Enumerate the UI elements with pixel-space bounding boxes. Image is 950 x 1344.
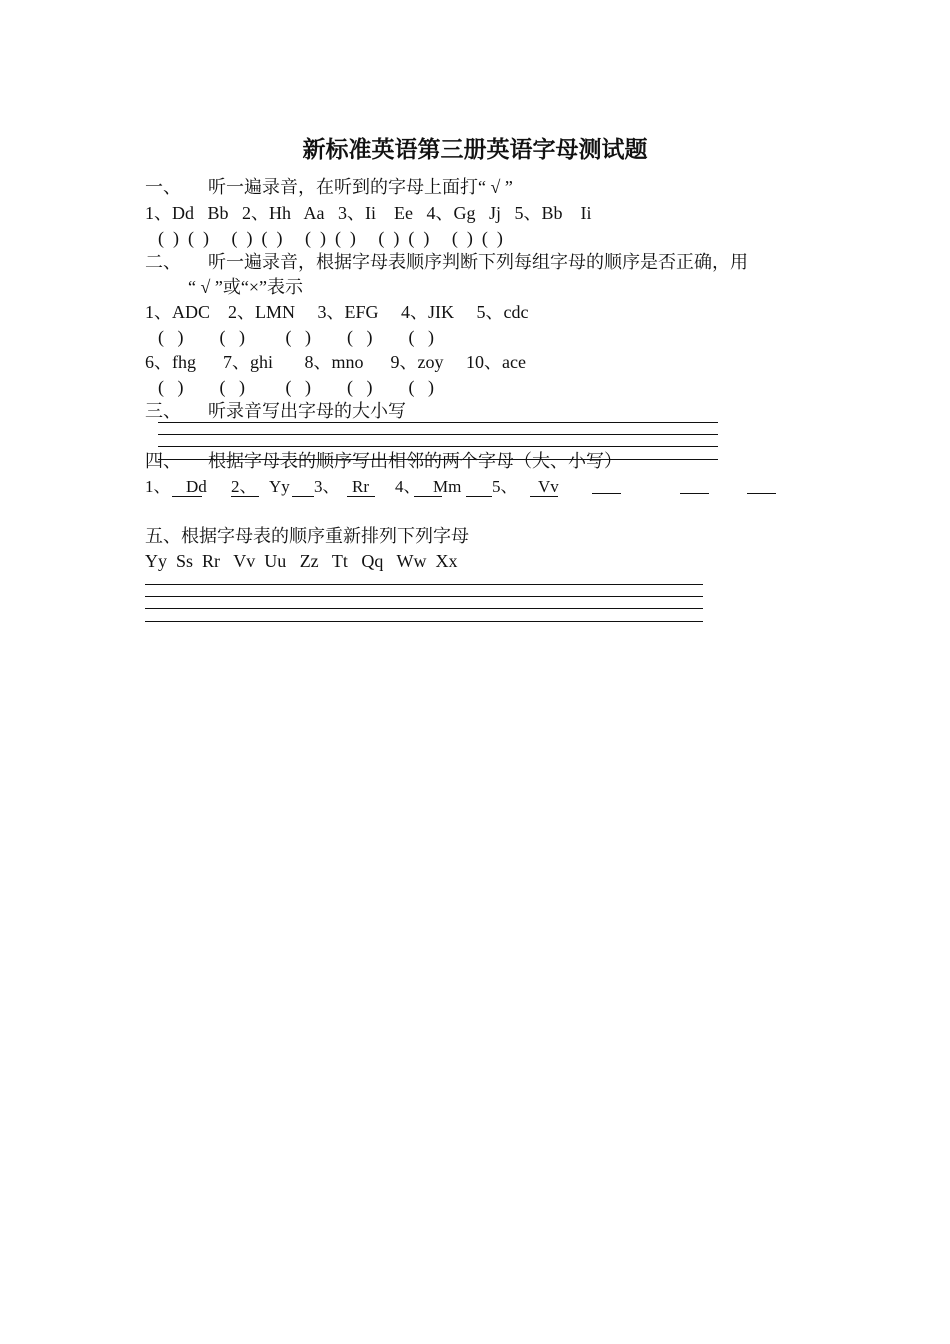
section-2-brackets-1: ( ) ( ) ( ) ( ) ( ) (158, 327, 434, 347)
answer-blank (172, 496, 202, 497)
answer-blank (466, 496, 492, 497)
writing-line (145, 608, 703, 609)
answer-blank (292, 496, 314, 497)
section-2-row-1: 1、ADC 2、LMN 3、EFG 4、JIK 5、cdc (145, 302, 529, 322)
section-1-items: 1、Dd Bb 2、Hh Aa 3、Ii Ee 4、Gg Jj 5、Bb Ii (145, 203, 592, 223)
section-3-heading: 三、 听录音写出字母的大小写 (145, 401, 406, 421)
item-number: 2、 (231, 477, 257, 496)
answer-blank (347, 496, 375, 497)
answer-rr: Rr (352, 477, 369, 496)
section-2-heading-cont: “ √ ”或“×”表示 (188, 277, 303, 297)
writing-line (158, 422, 718, 423)
section-1-brackets: ( ) ( ) ( ) ( ) ( ) ( ) ( ) ( ) ( ) ( ) (158, 228, 503, 248)
section-4-heading: 四、 根据字母表的顺序写出相邻的两个字母（大、小写） (145, 451, 622, 471)
section-1-heading: 一、 听一遍录音，在听到的字母上面打“ √ ” (145, 177, 513, 197)
section-2-heading: 二、 听一遍录音，根据字母表顺序判断下列每组字母的顺序是否正确，用 (145, 252, 748, 272)
answer-yy: Yy (269, 477, 290, 496)
answer-blank (592, 493, 621, 494)
answer-blank (530, 496, 558, 497)
item-number: 1、 (145, 477, 171, 496)
section-2-brackets-2: ( ) ( ) ( ) ( ) ( ) (158, 377, 434, 397)
writing-line (145, 621, 703, 622)
answer-vv: Vv (538, 477, 559, 496)
item-number: 5、 (492, 477, 518, 496)
section-2-row-2: 6、fhg 7、ghi 8、mno 9、zoy 10、ace (145, 352, 526, 372)
answer-mm: Mm (433, 477, 462, 496)
section-5-letters: Yy Ss Rr Vv Uu Zz Tt Qq Ww Xx (145, 551, 458, 571)
writing-line (158, 446, 718, 447)
item-number: 4、 (395, 477, 421, 496)
writing-line (145, 596, 703, 597)
section-5-heading: 五、根据字母表的顺序重新排列下列字母 (145, 526, 469, 546)
answer-blank (747, 493, 776, 494)
page-title: 新标准英语第三册英语字母测试题 (302, 137, 648, 162)
answer-blank (231, 496, 259, 497)
writing-line (145, 584, 703, 585)
answer-dd: Dd (186, 477, 207, 496)
item-number: 3、 (314, 477, 340, 496)
answer-blank (680, 493, 709, 494)
writing-line (158, 434, 718, 435)
